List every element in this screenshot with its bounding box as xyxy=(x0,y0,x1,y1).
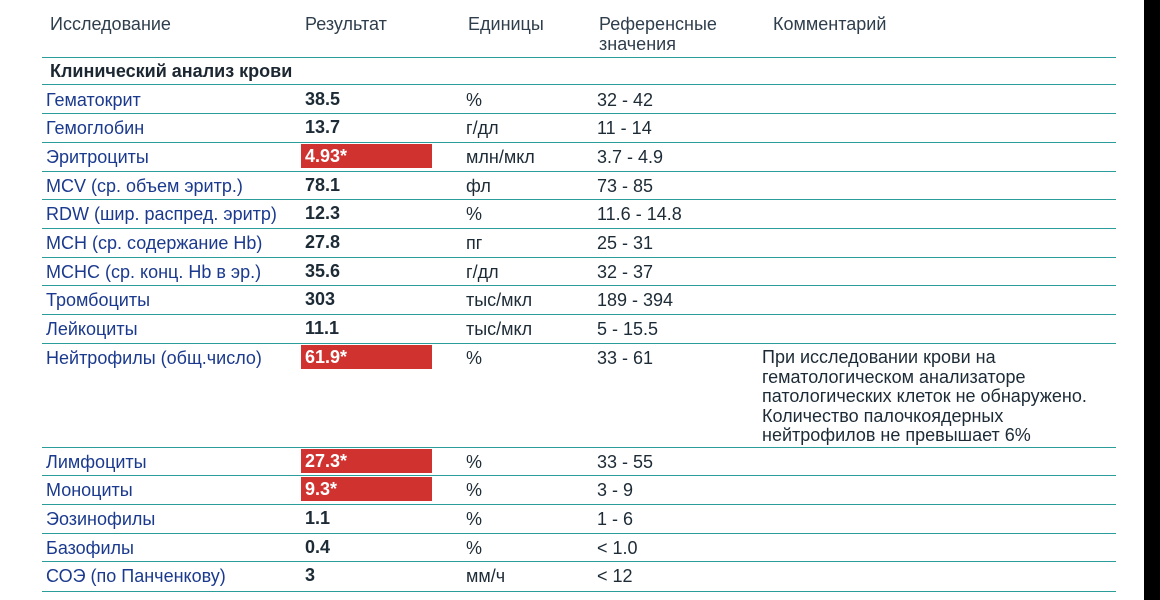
result-value: 78.1 xyxy=(305,175,341,195)
unit: % xyxy=(466,480,483,500)
table-row xyxy=(0,505,1144,534)
unit: млн/мкл xyxy=(466,147,535,167)
table-row xyxy=(0,344,1144,448)
result-value-abnormal: 9.3* xyxy=(301,477,432,501)
table-row xyxy=(0,315,1144,344)
result-value: 1.1 xyxy=(305,508,331,528)
header-divider xyxy=(42,57,1116,58)
row-divider xyxy=(42,591,1116,592)
table-row xyxy=(0,258,1144,286)
reference-range: 73 - 85 xyxy=(597,176,654,196)
comment: При исследовании крови на гематологическом анализаторе патологических клеток не обнаружено. Количество палочкоядерных нейтрофилов не превышает 6% xyxy=(762,347,1087,445)
screen-edge xyxy=(1144,0,1160,600)
table-row xyxy=(0,534,1144,562)
test-name: СОЭ (по Панченкову) xyxy=(46,566,226,586)
unit: пг xyxy=(466,233,483,253)
header-reference: Референсные значения xyxy=(599,14,717,54)
table-row xyxy=(0,200,1144,229)
result-value: 38.5 xyxy=(305,89,341,109)
header-test: Исследование xyxy=(50,14,171,34)
reference-range: 33 - 61 xyxy=(597,348,654,368)
header-result: Результат xyxy=(305,14,387,34)
unit: % xyxy=(466,538,483,558)
reference-range: 11 - 14 xyxy=(597,118,652,138)
section-divider xyxy=(42,84,1116,85)
table-row xyxy=(0,448,1144,476)
result-value: 303 xyxy=(305,289,336,309)
header-units: Единицы xyxy=(468,14,544,34)
unit: фл xyxy=(466,176,491,196)
reference-range: 32 - 37 xyxy=(597,262,654,282)
test-name: Эритроциты xyxy=(46,147,149,167)
table-row xyxy=(0,172,1144,200)
table-row xyxy=(0,229,1144,258)
table-row xyxy=(0,143,1144,172)
table-row xyxy=(0,286,1144,315)
table-row xyxy=(0,114,1144,143)
reference-range: 32 - 42 xyxy=(597,90,654,110)
unit: % xyxy=(466,90,483,110)
result-value: 12.3 xyxy=(305,203,341,223)
reference-range: < 12 xyxy=(597,566,633,586)
unit: % xyxy=(466,452,483,472)
unit: г/дл xyxy=(466,262,499,282)
test-name: RDW (шир. распред. эритр) xyxy=(46,204,277,224)
reference-range: < 1.0 xyxy=(597,538,638,558)
unit: % xyxy=(466,204,483,224)
test-name: Тромбоциты xyxy=(46,290,151,310)
unit: тыс/мкл xyxy=(466,319,533,339)
test-name: Нейтрофилы (общ.число) xyxy=(46,348,262,368)
reference-range: 25 - 31 xyxy=(597,233,654,253)
result-value: 27.8 xyxy=(305,232,341,252)
section-title: Клинический анализ крови xyxy=(50,61,293,81)
table-row xyxy=(0,476,1144,505)
result-value: 35.6 xyxy=(305,261,341,281)
result-value: 13.7 xyxy=(305,117,341,137)
result-value-abnormal: 27.3* xyxy=(301,449,432,473)
result-value: 3 xyxy=(305,565,316,585)
reference-range: 5 - 15.5 xyxy=(597,319,659,339)
unit: г/дл xyxy=(466,118,499,138)
test-name: Гематокрит xyxy=(46,90,141,110)
test-name: Эозинофилы xyxy=(46,509,156,529)
test-name: MCHC (ср. конц. Hb в эр.) xyxy=(46,262,262,282)
reference-range: 3.7 - 4.9 xyxy=(597,147,664,167)
reference-range: 189 - 394 xyxy=(597,290,674,310)
table-row xyxy=(0,86,1144,114)
test-name: Моноциты xyxy=(46,480,133,500)
unit: % xyxy=(466,509,483,529)
reference-range: 3 - 9 xyxy=(597,480,634,500)
header-comment: Комментарий xyxy=(773,14,887,34)
table-row xyxy=(0,562,1144,592)
unit: тыс/мкл xyxy=(466,290,533,310)
test-name: Базофилы xyxy=(46,538,134,558)
unit: % xyxy=(466,348,483,368)
test-name: Гемоглобин xyxy=(46,118,145,138)
result-value: 11.1 xyxy=(305,318,340,338)
test-name: Лейкоциты xyxy=(46,319,138,339)
reference-range: 1 - 6 xyxy=(597,509,634,529)
reference-range: 33 - 55 xyxy=(597,452,654,472)
test-name: Лимфоциты xyxy=(46,452,147,472)
unit: мм/ч xyxy=(466,566,506,586)
result-value-abnormal: 61.9* xyxy=(301,345,432,369)
result-value-abnormal: 4.93* xyxy=(301,144,432,168)
test-name: MCV (ср. объем эритр.) xyxy=(46,176,243,196)
reference-range: 11.6 - 14.8 xyxy=(597,204,682,224)
result-value: 0.4 xyxy=(305,537,331,557)
test-name: MCH (ср. содержание Hb) xyxy=(46,233,263,253)
